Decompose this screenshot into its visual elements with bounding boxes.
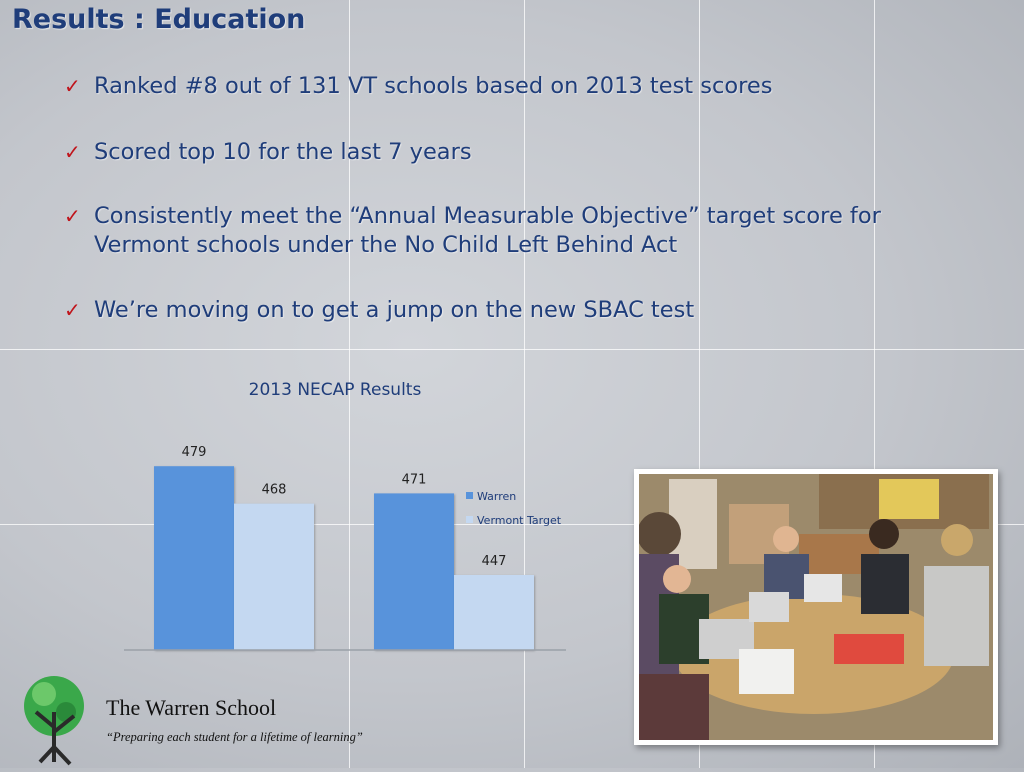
bullet-text: Scored top 10 for the last 7 years <box>94 139 472 165</box>
legend-label: Warren <box>477 490 517 503</box>
bar-warren <box>154 466 234 650</box>
data-label: 479 <box>181 445 207 461</box>
legend-swatch <box>466 492 473 499</box>
checkmark-icon: ✓ <box>64 298 81 322</box>
bullet-text: Ranked #8 out of 131 VT schools based on 2013 test scores <box>94 73 773 99</box>
legend-label: Vermont Target <box>477 514 562 527</box>
checkmark-icon: ✓ <box>64 74 81 98</box>
classroom-photo <box>639 474 993 740</box>
bar-vermont-target <box>234 504 314 650</box>
bar-warren <box>374 493 454 650</box>
tree-globe-logo-icon <box>14 672 94 772</box>
chart-title: 2013 NECAP Results <box>248 380 422 400</box>
classroom-photo-illustration <box>639 474 993 740</box>
checkmark-icon: ✓ <box>64 140 81 164</box>
school-name: The Warren School <box>106 695 277 720</box>
slide-title: Results : Education <box>12 4 306 35</box>
bar-vermont-target <box>454 575 534 650</box>
bullet-text: We’re moving on to get a jump on the new SBAC test <box>94 297 695 323</box>
data-label: 468 <box>261 482 287 498</box>
data-label: 447 <box>481 554 507 569</box>
school-motto: “Preparing each student for a lifetime of learning” <box>106 730 363 744</box>
photo-frame <box>634 469 998 745</box>
checkmark-icon: ✓ <box>64 204 81 228</box>
legend-swatch <box>466 516 473 523</box>
data-label: 471 <box>401 472 427 488</box>
bullet-text: Consistently meet the “Annual Measurable Objective” target score for Vermont schools under the No Child Left Behind Act <box>94 203 881 258</box>
